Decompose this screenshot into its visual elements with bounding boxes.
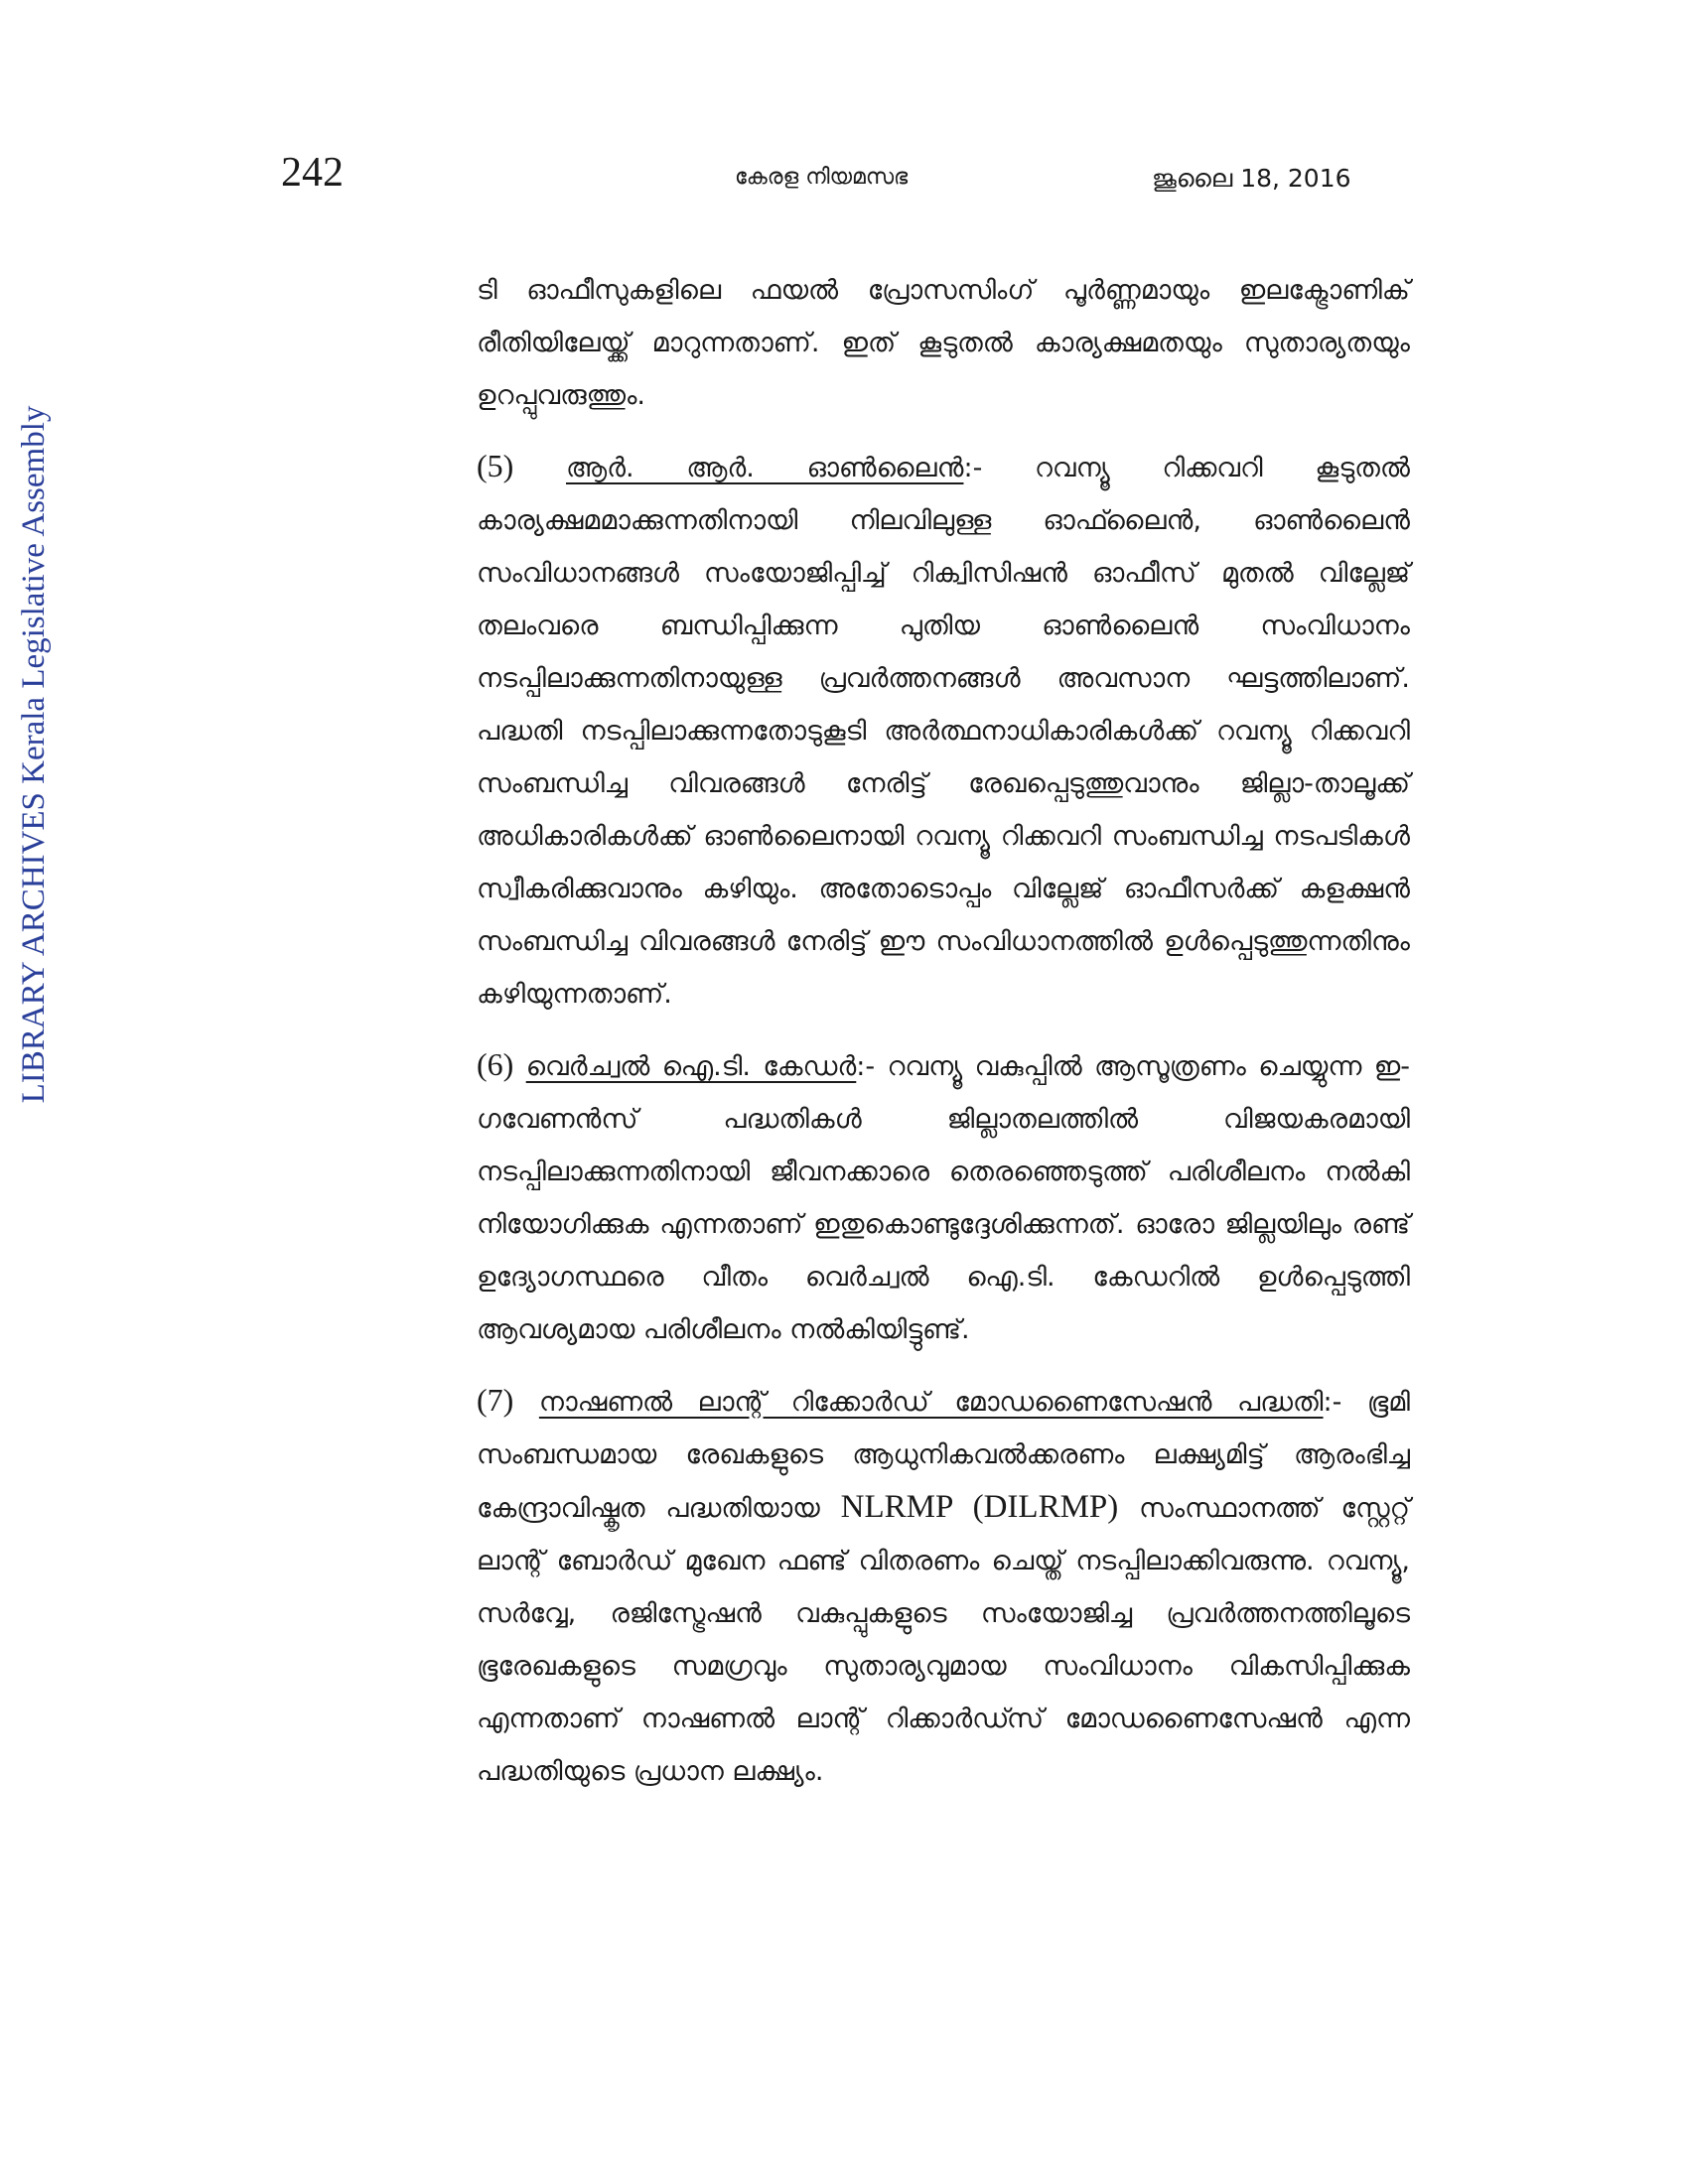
running-date: ജൂലൈ 18, 2016 xyxy=(1152,164,1351,193)
running-title: കേരള നിയമസഭ xyxy=(735,165,909,190)
paragraph-heading: വെർച്വൽ ഐ.ടി. കേഡർ xyxy=(525,1051,857,1082)
library-archives-stamp: LIBRARY ARCHIVES Kerala Legislative Assembly xyxy=(16,405,52,1104)
paragraph-continued xyxy=(477,264,1410,422)
paragraph-rr-online xyxy=(477,440,1410,1021)
paragraph-text: ടി ഓഫീസുകളിലെ ഫയൽ പ്രോസസിംഗ് പൂർണ്ണമായും ഇലക്ട്രോണിക് രീതിയിലേയ്ക്ക് മാറുന്നതാണ്. ഇത് കൂടുതൽ കാര്യക്ഷമതയും സുതാര്യതയും ഉറപ്പുവരുത്തും. xyxy=(477,275,1410,411)
paragraph-text: :- റവന്യൂ വകുപ്പിൽ ആസൂത്രണം ചെയ്യുന്ന ഇ-ഗവേണൻസ് പദ്ധതികൾ ജില്ലാതലത്തിൽ വിജയകരമായി നടപ്പിലാക്കുന്നതിനായി ജീവനക്കാരെ തെരഞ്ഞെടുത്ത് പരിശീലനം നൽകി നിയോഗിക്കുക എന്നതാണ് ഇതുകൊണ്ടുദ്ദേശിക്കുന്നത്. ഓരോ ജില്ലയിലും രണ്ട് ഉദ്യോഗസ്ഥരെ വീതം വെർച്വൽ ഐ.ടി. കേഡറിൽ ഉൾപ്പെടുത്തി ആവശ്യമായ പരിശീലനം നൽകിയിട്ടുണ്ട്. xyxy=(477,1051,1410,1345)
paragraph-text: :- ഭൂമി സംബന്ധമായ രേഖകളുടെ ആധുനികവൽക്കരണം ലക്ഷ്യമിട്ട് ആരംഭിച്ച കേന്ദ്രാവിഷ്കൃത പദ്ധതിയായ xyxy=(477,1387,1410,1524)
paragraph-number: (7) xyxy=(477,1382,514,1418)
paragraph-nlrmp xyxy=(477,1374,1410,1798)
body-text xyxy=(477,264,1410,1798)
acronym: NLRMP (DILRMP) xyxy=(840,1489,1119,1525)
paragraph-text: :- റവന്യൂ റിക്കവറി കൂടുതൽ കാര്യക്ഷമമാക്കുന്നതിനായി നിലവിലുള്ള ഓഫ്‍ലൈൻ, ഓൺലൈൻ സംവിധാനങ്ങൾ സംയോജിപ്പിച്ച് റിക്വിസിഷൻ ഓഫീസ് മുതൽ വില്ലേജ് തലംവരെ ബന്ധിപ്പിക്കുന്ന പുതിയ ഓൺലൈൻ സംവിധാനം നടപ്പിലാക്കുന്നതിനായുള്ള പ്രവർത്തനങ്ങൾ അവസാന ഘട്ടത്തിലാണ്. പദ്ധതി നടപ്പിലാക്കുന്നതോടുകൂടി അർത്ഥനാധികാരികൾക്ക് റവന്യൂ റിക്കവറി സംബന്ധിച്ച വിവരങ്ങൾ നേരിട്ട് രേഖപ്പെടുത്തുവാനും ജില്ലാ-താലൂക്ക് അധികാരികൾക്ക് ഓൺലൈനായി റവന്യൂ റിക്കവറി സംബന്ധിച്ച നടപടികൾ സ്വീകരിക്കുവാനും കഴിയും. അതോടൊപ്പം വില്ലേജ് ഓഫീസർക്ക് കളക്ഷൻ സംബന്ധിച്ച വിവരങ്ങൾ നേരിട്ട് ഈ സംവിധാനത്തിൽ ഉൾപ്പെടുത്തുന്നതിനും കഴിയുന്നതാണ്. xyxy=(477,453,1410,1010)
paragraph-number: (5) xyxy=(477,448,514,483)
paragraph-heading: നാഷണൽ ലാന്റ് റിക്കോർഡ് മോഡണൈസേഷൻ പദ്ധതി xyxy=(538,1387,1324,1418)
paragraph-text: സംസ്ഥാനത്ത് സ്റ്റേറ്റ് ലാന്റ് ബോർഡ് മുഖേന ഫണ്ട് വിതരണം ചെയ്ത് നടപ്പിലാക്കിവരുന്നു. റവന്യൂ, സർവ്വേ, രജിസ്ട്രേഷൻ വകുപ്പുകളുടെ സംയോജിച്ച പ്രവർത്തനത്തിലൂടെ ഭൂരേഖകളുടെ സമഗ്രവും സുതാര്യവുമായ സംവിധാനം വികസിപ്പിക്കുക എന്നതാണ് നാഷണൽ ലാന്റ് റിക്കാർഡ്സ് മോഡണൈസേഷൻ എന്ന പദ്ധതിയുടെ പ്രധാന ലക്ഷ്യം. xyxy=(477,1493,1411,1787)
paragraph-number: (6) xyxy=(477,1046,514,1082)
paragraph-heading: ആർ. ആർ. ഓൺലൈൻ xyxy=(566,453,964,483)
page-number: 242 xyxy=(281,150,344,196)
paragraph-virtual-it-cadre xyxy=(477,1038,1410,1356)
